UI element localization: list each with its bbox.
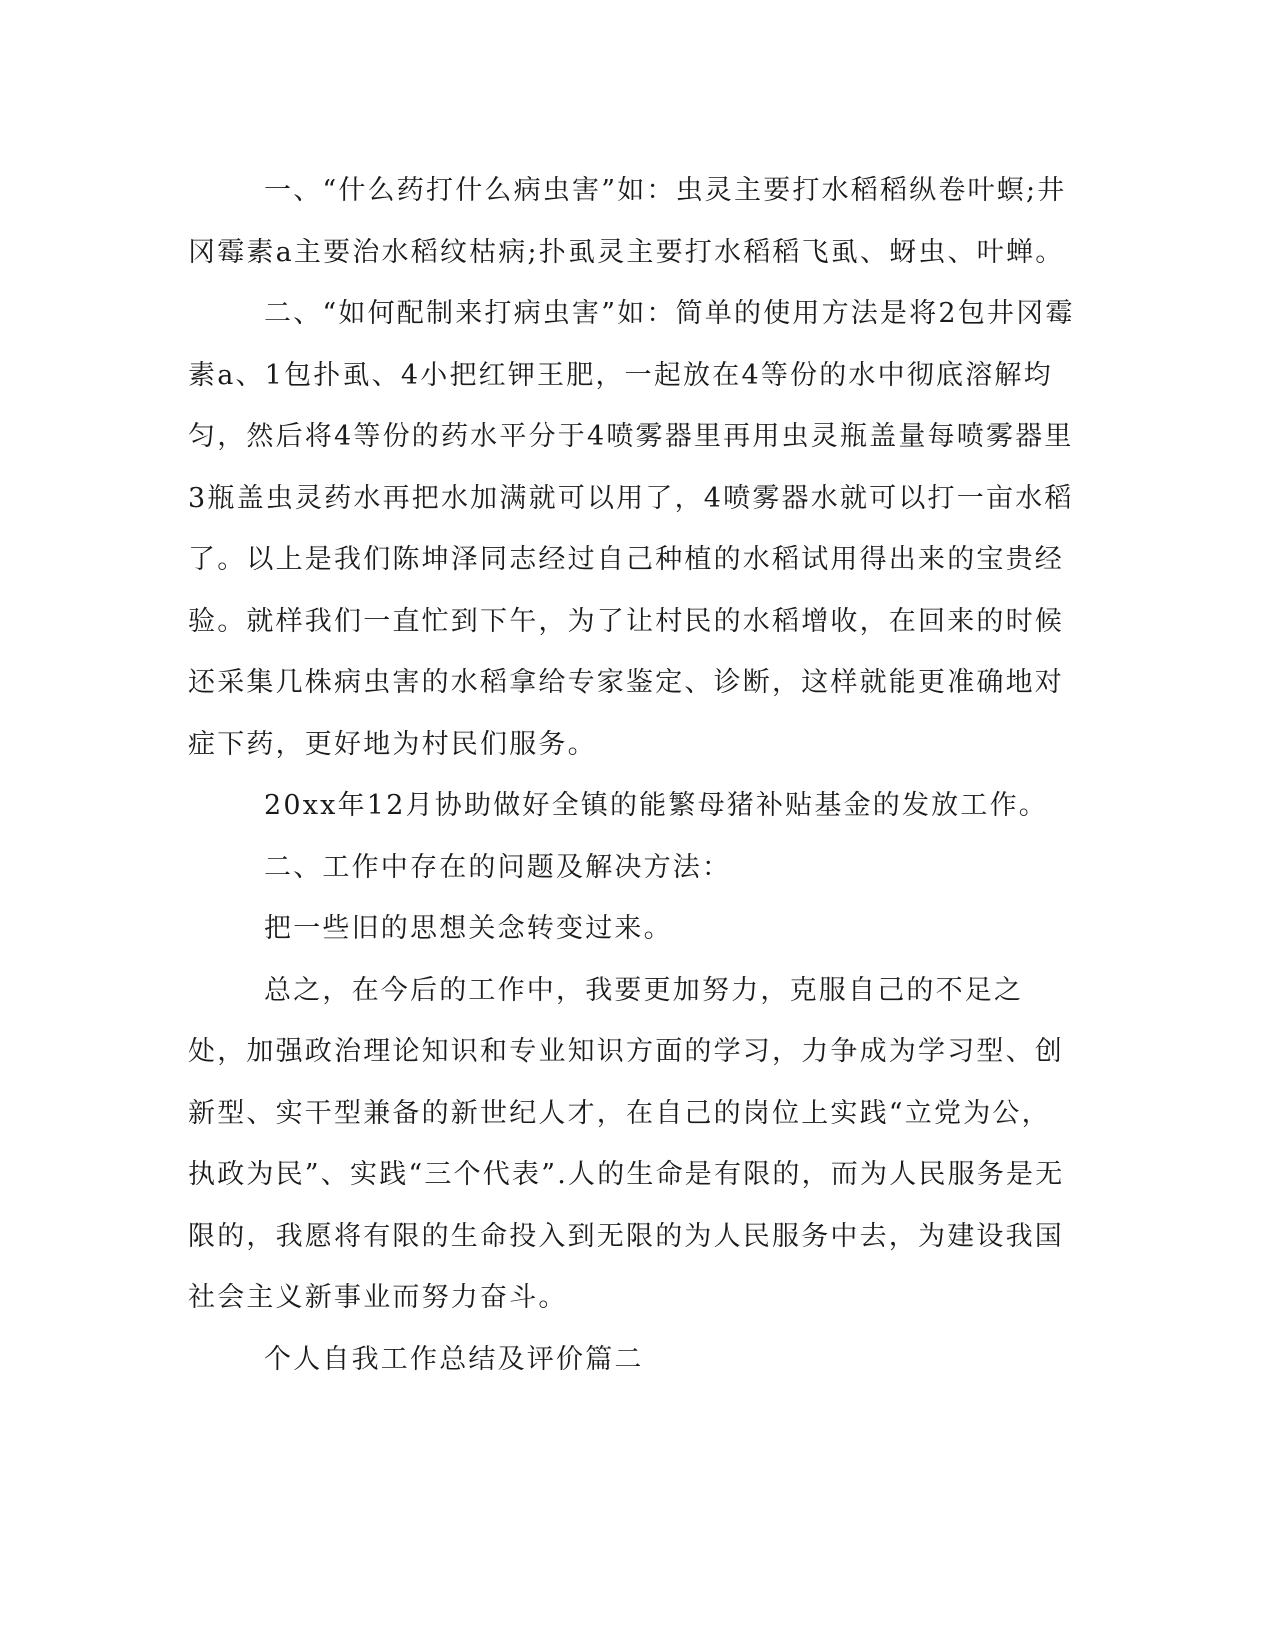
next-section-title: 个人自我工作总结及评价篇二 [264, 1343, 644, 1375]
section-heading-problems: 二、工作中存在的问题及解决方法： [264, 851, 732, 883]
document-body [188, 160, 1078, 1390]
paragraph-change-thinking: 把一些旧的思想关念转变过来。 [264, 913, 673, 944]
paragraph-pesticide-targets: 一、“什么药打什么病虫害”如：虫灵主要打水稻稻纵卷叶螟;井冈霉素a主要治水稻纹枯病;扑虱灵主要打水稻稻飞虱、蚜虫、叶蝉。 [188, 175, 1067, 268]
paragraph-conclusion: 总之，在今后的工作中，我要更加努力，克服自己的不足之处，加强政治理论知识和专业知识方面的学习，力争成为学习型、创新型、实干型兼备的新世纪人才，在自己的岗位上实践“立党为公，执政为民”、实践“三个代表”.人的生命是有限的，而为人民服务是无限的，我愿将有限的生命投入到无限的为人民服务中去，为建设我国社会主义新事业而努力奋斗。 [188, 974, 1065, 1313]
paragraph-subsidy-work: 20xx年12月协助做好全镇的能繁母猪补贴基金的发放工作。 [264, 790, 1048, 821]
paragraph-mixing-method: 二、“如何配制来打病虫害”如：简单的使用方法是将2包井冈霉素a、1包扑虱、4小把红钾王肥，一起放在4等份的水中彻底溶解均匀，然后将4等份的药水平分于4喷雾器里再用虫灵瓶盖量每喷雾器里3瓶盖虫灵药水再把水加满就可以用了，4喷雾器水就可以打一亩水稻了。以上是我们陈坤泽同志经过自己种植的水稻试用得出来的宝贵经验。就样我们一直忙到下午，为了让村民的水稻增收，在回来的时候还采集几株病虫害的水稻拿给专家鉴定、诊断，这样就能更准确地对症下药，更好地为村民们服务。 [188, 298, 1075, 760]
